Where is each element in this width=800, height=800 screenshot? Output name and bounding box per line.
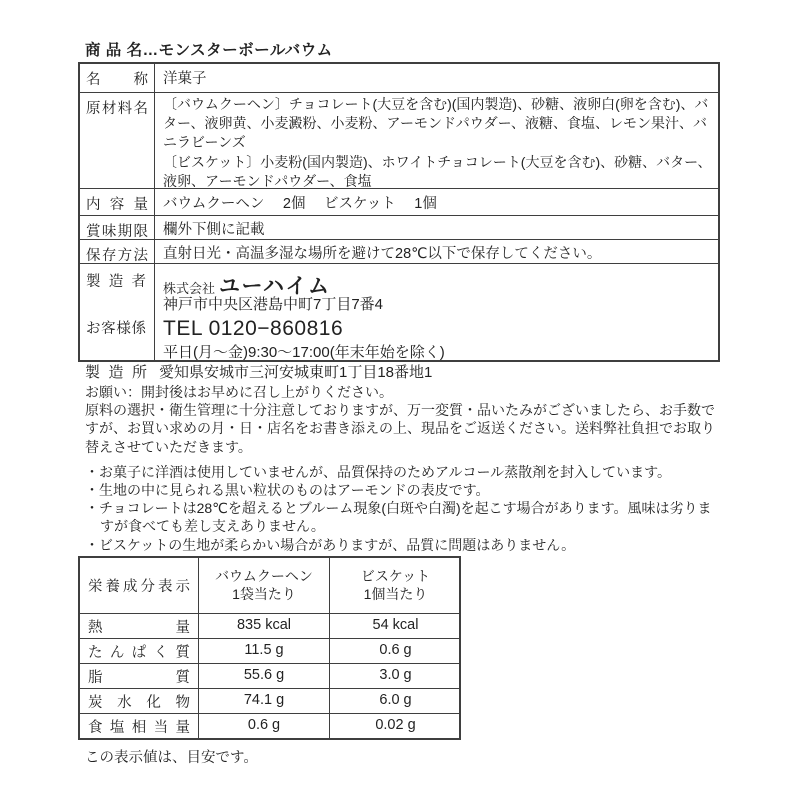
- spec-row-name: [80, 64, 718, 92]
- nutrition-footnote: この表示値は、目安です。: [85, 750, 258, 766]
- note-bullet-almond-skin: [85, 481, 722, 499]
- note-bullet-list: [85, 463, 722, 554]
- row-label: たんぱく質: [88, 644, 190, 661]
- energy-biscuit: 54 kcal: [372, 617, 419, 633]
- spec-row-net-content: [80, 188, 718, 215]
- nutrition-label-carbohydrate: [80, 689, 199, 713]
- note-bullet-text: チョコレートは28℃を超えるとブルーム現象(白斑や白濁)を起こす場合があります。風味は劣りますが食べても差し支えありません。: [99, 500, 712, 535]
- spec-label-net-content: 内容量: [80, 189, 155, 215]
- nutrition-row-protein: [80, 638, 459, 663]
- bullet-marker: ・: [85, 500, 99, 517]
- spec-value-ingredients: [155, 93, 718, 188]
- nutrition-row-fat: [80, 663, 459, 688]
- nutrition-label-protein: [80, 639, 199, 663]
- manufacturer-company-line: [163, 267, 712, 298]
- nutrition-title: 栄養成分表示: [88, 579, 190, 595]
- note-bullet-text: 生地の中に見られる黒い粒状のものはアーモンドの表皮です。: [99, 482, 490, 499]
- factory-address: 愛知県安城市三河安城東町1丁目18番地1: [159, 364, 433, 381]
- bullet-marker: ・: [85, 463, 99, 480]
- spec-row-storage: [80, 239, 718, 263]
- factory-label: 製造所: [85, 364, 147, 381]
- col-header-line: バウムクーヘン: [215, 568, 313, 584]
- ingredients-biscuit: 〔ビスケット〕小麦粉(国内製造)、ホワイトチョコレート(大豆を含む)、砂糖、バター、液卵、アーモンドパウダー、食塩: [163, 153, 712, 189]
- spec-label-best-before: 賞味期限: [80, 216, 155, 239]
- col-header-line: 1袋当たり: [232, 585, 296, 602]
- nutrition-label-fat: [80, 664, 199, 688]
- notes-section: [85, 383, 722, 554]
- ingredients-baumkuchen: 〔バウムクーヘン〕チョコレート(大豆を含む)(国内製造)、砂糖、液卵白(卵を含む)、バター、液卵黄、小麦澱粉、小麦粉、アーモンドパウダー、液糖、食塩、レモン果汁、バニラビーンズ: [163, 96, 709, 151]
- col-header-line: 1個当たり: [363, 585, 428, 602]
- product-spec-table: [78, 62, 720, 362]
- col-header-line: ビスケット: [360, 568, 431, 584]
- row-label: 脂質: [88, 669, 190, 686]
- nutrition-title-cell: [80, 558, 199, 613]
- juchheim-logo: ユーハイム: [219, 275, 331, 298]
- product-name-line: 商 品 名…モンスターボールバウム: [85, 42, 333, 59]
- row-label: 熱量: [88, 619, 190, 636]
- note-return-policy: 原料の選択・衛生管理に十分注意しておりますが、万一変質・品いたみがございましたら、お手数ですが、お買い求めの月・日・店名をお書き添えの上、現品をご返送ください。送料弊社負担でお取り替えさせていただきます。: [85, 402, 715, 455]
- protein-biscuit: 0.6 g: [379, 642, 412, 658]
- nutrition-label-energy: [80, 614, 199, 638]
- row-label: 食塩相当量: [88, 719, 190, 736]
- protein-baumkuchen: 11.5 g: [199, 639, 330, 663]
- spec-value-name: 洋菓子: [163, 71, 207, 87]
- spec-row-ingredients: [80, 92, 718, 188]
- spec-row-best-before: [80, 215, 718, 239]
- nutrition-label-salt: [80, 714, 199, 738]
- manufacturer-address: 神戸市中央区港島中町7丁目7番4: [163, 296, 384, 313]
- carbohydrate-biscuit: 6.0 g: [379, 692, 412, 708]
- spec-value-manufacturer-group: [155, 264, 718, 360]
- spec-value-storage: 直射日光・高温多湿な場所を避けて28℃以下で保存してください。: [163, 246, 602, 262]
- note-bullet-bloom: [85, 499, 722, 535]
- note-bullet-text: ビスケットの生地が柔らかい場合がありますが、品質に問題はありません。: [99, 536, 576, 553]
- fat-baumkuchen: 55.6 g: [199, 664, 330, 688]
- salt-baumkuchen: 0.6 g: [199, 714, 330, 738]
- spec-label-manufacturer-group: [80, 264, 155, 360]
- factory-line: [85, 361, 432, 382]
- nutrition-header-row: [80, 558, 459, 613]
- nutrition-col-baumkuchen-header: [199, 558, 330, 613]
- company-prefix: 株式会社: [163, 281, 216, 296]
- note-bullet-biscuit-texture: [85, 536, 722, 554]
- bullet-marker: ・: [85, 536, 99, 553]
- spec-row-manufacturer: [80, 263, 718, 360]
- nutrition-table: [78, 556, 461, 740]
- spec-label-manufacturer: 製造者: [86, 274, 146, 290]
- nutrition-row-energy: [80, 613, 459, 638]
- fat-biscuit: 3.0 g: [379, 667, 412, 683]
- bullet-marker: ・: [85, 482, 99, 499]
- note-bullet-alcohol: [85, 463, 722, 481]
- note-request: お願い：開封後はお早めに召し上がりください。: [85, 384, 393, 400]
- spec-label-customer-service: お客様係: [86, 321, 146, 337]
- carbohydrate-baumkuchen: 74.1 g: [199, 689, 330, 713]
- energy-baumkuchen: 835 kcal: [199, 614, 330, 638]
- spec-value-net-content: バウムクーヘン 2個 ビスケット 1個: [163, 196, 437, 212]
- spec-label-ingredients: 原材料名: [80, 93, 155, 188]
- row-label: 炭水化物: [88, 694, 190, 711]
- spec-value-best-before: 欄外下側に記載: [163, 222, 265, 238]
- salt-biscuit: 0.02 g: [375, 717, 416, 733]
- nutrition-row-carbohydrate: [80, 688, 459, 713]
- customer-service-hours: 平日(月〜金)9:30〜17:00(年末年始を除く): [163, 344, 445, 361]
- customer-service-phone: TEL 0120−860816: [163, 317, 344, 340]
- spec-label-storage: 保存方法: [80, 240, 155, 263]
- spec-label-name: 名称: [80, 64, 155, 92]
- nutrition-col-biscuit-header: [330, 558, 461, 613]
- nutrition-row-salt: [80, 713, 459, 738]
- note-bullet-text: お菓子に洋酒は使用していませんが、品質保持のためアルコール蒸散剤を封入しています。: [99, 463, 672, 480]
